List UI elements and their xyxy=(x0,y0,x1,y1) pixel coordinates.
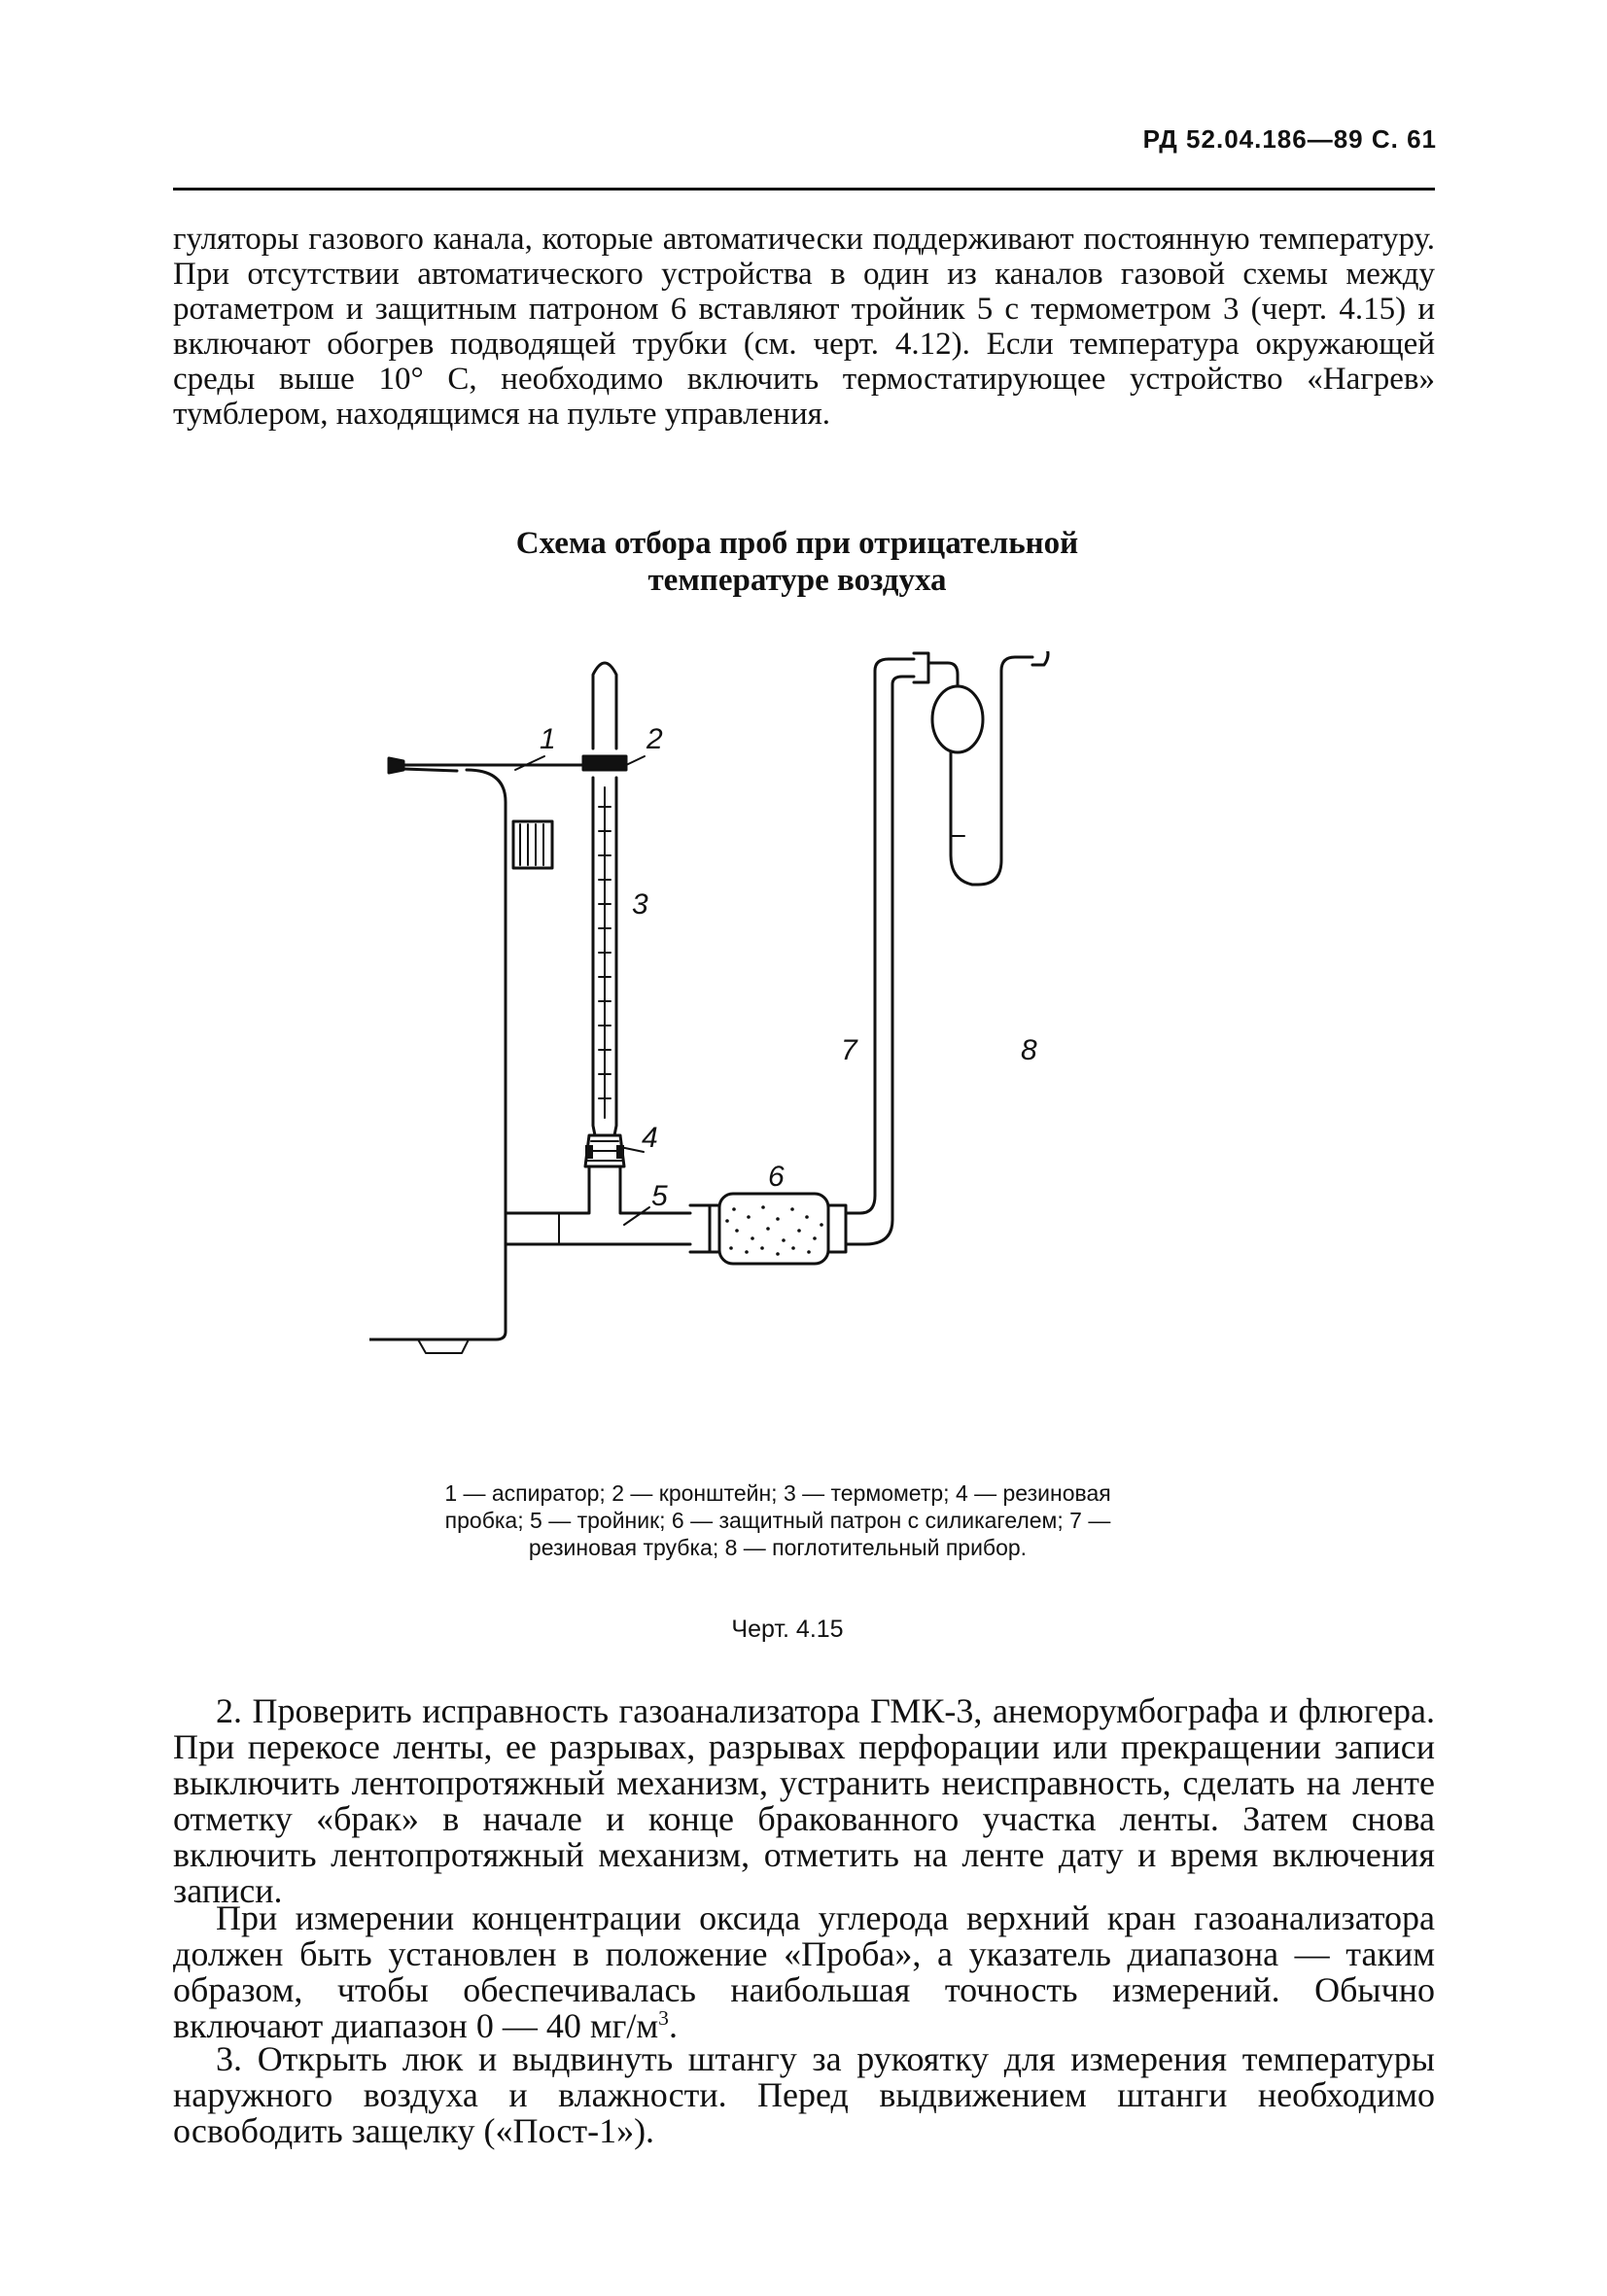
rubber-stopper xyxy=(585,1135,624,1166)
label-6: 6 xyxy=(768,1161,785,1193)
item-3-paragraph: 3. Открыть люк и выдвинуть штангу за рукоятку для измерения температуры наружного воздуха и влажности. Перед выдвижением штанги необходимо освободить защелку («Пост-1»). xyxy=(173,2039,1435,2150)
figure-legend: 1 — аспиратор; 2 — кронштейн; 3 — термометр; 4 — резиновая пробка; 5 — тройник; 6 — защитный патрон с силикагелем; 7 — резиновая трубка; 8 — поглотительный прибор. xyxy=(444,1480,1111,1560)
figure-title-line-1: Схема отбора проб при отрицательной xyxy=(515,526,1079,561)
label-5: 5 xyxy=(651,1180,668,1212)
figure-title-line-2: температуре воздуха xyxy=(647,563,947,598)
label-7: 7 xyxy=(841,1034,857,1066)
rubber-tube xyxy=(846,659,914,1244)
item-2-paragraph: 2. Проверить исправность газоанализатора ГМК-3, анеморумбографа и флюгера. При перекосе ленты, ее разрывах, разрывах перфорации или прекращении записи выключить лентопротяжный механизм, устранить неисправность, сделать на ленте отметку «брак» в начале и конце бракованного участка ленты. Затем снова включить лентопротяжный механизм, отметить на ленте дату и время включения записи. xyxy=(173,1691,1435,1910)
label-3: 3 xyxy=(632,888,648,921)
unit-superscript: 3 xyxy=(658,2006,669,2030)
figure-caption: Черт. 4.15 xyxy=(731,1616,844,1643)
thermometer xyxy=(593,663,616,1165)
intro-paragraph: гуляторы газового канала, которые автоматически поддерживают постоянную температуру. При отсутствии автоматического устройства в один из каналов газовой схемы между ротаметром и защитным патроном 6 вставляют тройник 5 с термометром 3 (черт. 4.15) и включают обогрев подводящей трубки (см. черт. 4.12). Если температура окружающей среды выше 10° С, необходимо включить термостатирующее устройство «Нагрев» тумблером, находящимся на пульте управления. xyxy=(173,222,1435,432)
label-8: 8 xyxy=(1021,1034,1037,1066)
label-1: 1 xyxy=(540,723,556,755)
running-head: РД 52.04.186—89 С. 61 xyxy=(1142,124,1437,154)
bracket xyxy=(506,756,626,770)
header-rule xyxy=(173,188,1435,191)
measurement-paragraph xyxy=(173,1900,1435,2044)
sampling-diagram xyxy=(369,651,1205,1429)
label-2: 2 xyxy=(646,723,663,755)
aspirator xyxy=(369,758,552,1353)
silica-gel-cartridge xyxy=(690,1194,846,1264)
measurement-text: При измерении концентрации оксида углерода верхний кран газоанализатора должен быть установлен в положение «Проба», а указатель диапазона — таким образом, чтобы обеспечивалась наибольшая точность измерений. Обычно включают диапазон 0 — 40 мг/м xyxy=(173,1898,1435,2045)
measurement-trailing: . xyxy=(668,2006,678,2045)
sampling-diagram-svg xyxy=(369,651,1205,1429)
figure-title xyxy=(331,525,1264,599)
absorption-device xyxy=(914,651,1048,885)
label-4: 4 xyxy=(642,1122,658,1154)
